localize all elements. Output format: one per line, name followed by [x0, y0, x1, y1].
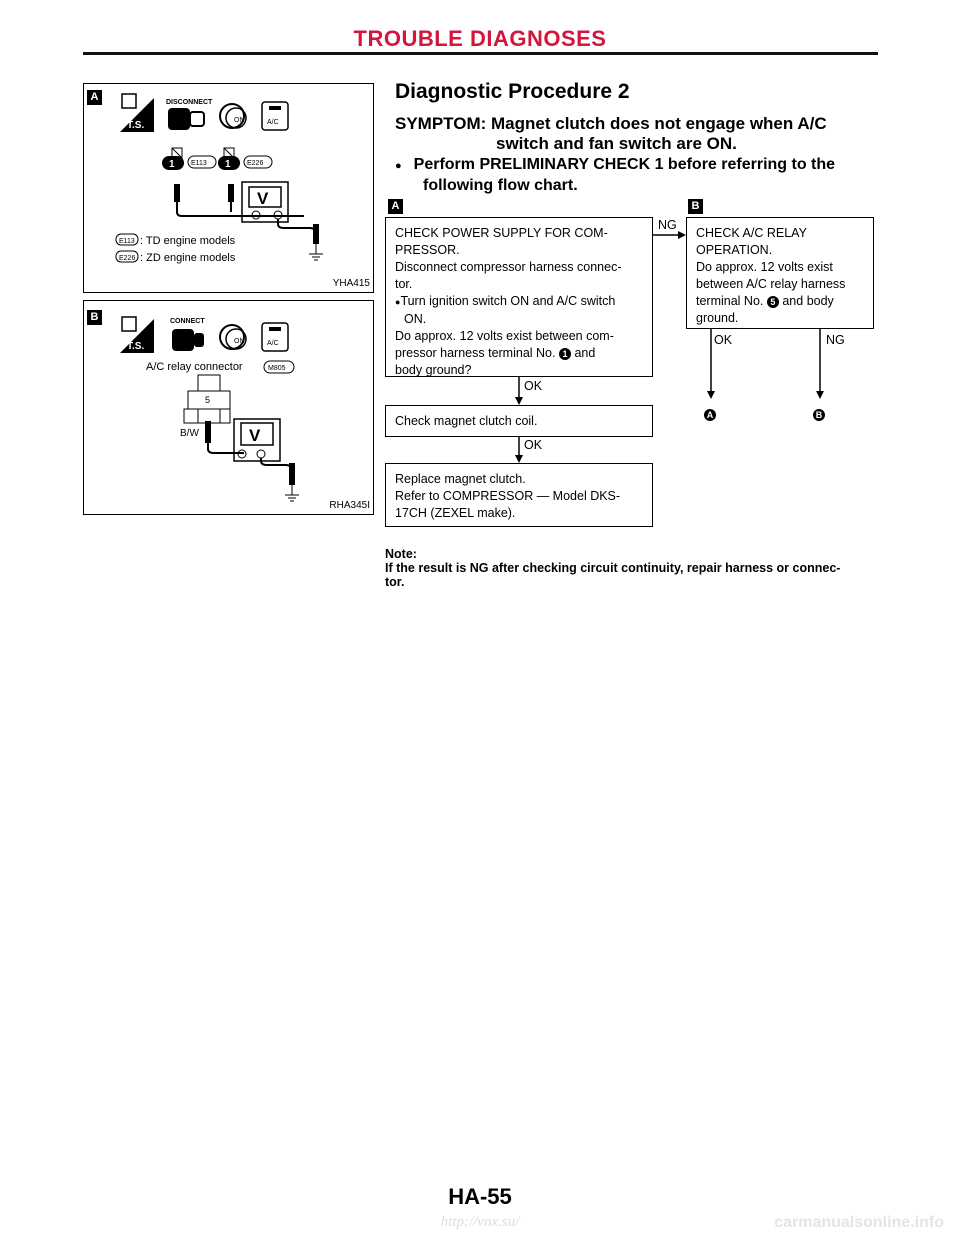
figure-b-code: RHA345I [329, 500, 370, 511]
terminal-1-badge: 1 [559, 348, 571, 360]
bullet-icon: ● [395, 160, 402, 172]
terminal-5-badge: 5 [767, 296, 779, 308]
figure-a-code: YHA415 [332, 278, 370, 289]
flow-connectors [0, 0, 960, 600]
disconnect-label: DISCONNECT [166, 99, 213, 106]
svg-text:E226: E226 [119, 255, 136, 262]
bullet-line-1: Perform PRELIMINARY CHECK 1 before referring to the [413, 156, 836, 173]
check-magnet-clutch-box: Check magnet clutch coil. [385, 405, 653, 437]
bullet-line-2: following flow chart. [423, 177, 578, 194]
svg-text:A/C: A/C [267, 119, 279, 126]
ok-label-1: OK [524, 379, 543, 393]
ng-label-2: NG [826, 333, 845, 347]
page-header-title: TROUBLE DIAGNOSES [353, 26, 607, 51]
connect-label: CONNECT [170, 318, 205, 325]
ok-label-3: OK [714, 333, 733, 347]
goto-b-badge: B [813, 406, 825, 424]
check-ac-relay-box: CHECK A/C RELAY OPERATION. Do approx. 12 volts exist between A/C relay harness terminal No. 5 and body ground. [686, 217, 874, 329]
wire-color-label: B/W [180, 428, 199, 439]
ng-label-1: NG [658, 218, 677, 232]
svg-text:T.S.: T.S. [127, 341, 145, 352]
svg-text:E113: E113 [119, 238, 135, 245]
bullet-icon: ● [395, 297, 401, 307]
ts-label: T.S. [127, 120, 145, 131]
note [385, 547, 885, 589]
svg-text:A/C: A/C [267, 340, 279, 347]
ok-label-2: OK [524, 438, 543, 452]
goto-a-badge: A [704, 406, 716, 424]
svg-text:5: 5 [205, 395, 211, 405]
flow-marker-a: A [388, 199, 403, 214]
svg-text:V: V [257, 189, 269, 208]
replace-magnet-clutch-box: Replace magnet clutch. Refer to COMPRESSOR — Model DKS- 17CH (ZEXEL make). [385, 463, 653, 527]
symptom-line-2: switch and fan switch are ON. [496, 134, 737, 153]
flow-marker-b: B [688, 199, 703, 214]
svg-text:M805: M805 [268, 365, 286, 372]
check-power-supply-box: CHECK POWER SUPPLY FOR COM- PRESSOR. Disconnect compressor harness connec- tor. ●Turn ignition switch ON and A/C switch ON. Do approx. 12 volts exist between com- pressor harness terminal No. 1 and body ground? [385, 217, 653, 377]
procedure-title: Diagnostic Procedure 2 [395, 80, 630, 103]
svg-text:: ZD engine models: : ZD engine models [140, 252, 236, 264]
svg-text:1: 1 [225, 159, 231, 170]
figure-b-marker: B [87, 310, 102, 325]
figure-a-marker: A [87, 90, 102, 105]
svg-text:E226: E226 [247, 160, 264, 167]
svg-text:E113: E113 [191, 160, 207, 167]
relay-connector-label: A/C relay connector [146, 361, 243, 373]
svg-text:V: V [249, 426, 261, 445]
note-text-2: tor. [385, 575, 405, 589]
watermark: carmanualsonline.info [774, 1214, 944, 1231]
svg-text:ON: ON [234, 117, 245, 124]
svg-text:: TD engine models: : TD engine models [140, 235, 236, 247]
note-label: Note: [385, 547, 417, 561]
note-text: If the result is NG after checking circuit continuity, repair harness or connec- [385, 561, 841, 575]
symptom-line-1: SYMPTOM: Magnet clutch does not engage when A/C [395, 114, 827, 133]
svg-text:ON: ON [234, 338, 245, 345]
svg-text:1: 1 [169, 159, 175, 170]
footer-url[interactable]: http://vnx.su/ [440, 1214, 520, 1230]
page-number: HA-55 [448, 1184, 512, 1209]
